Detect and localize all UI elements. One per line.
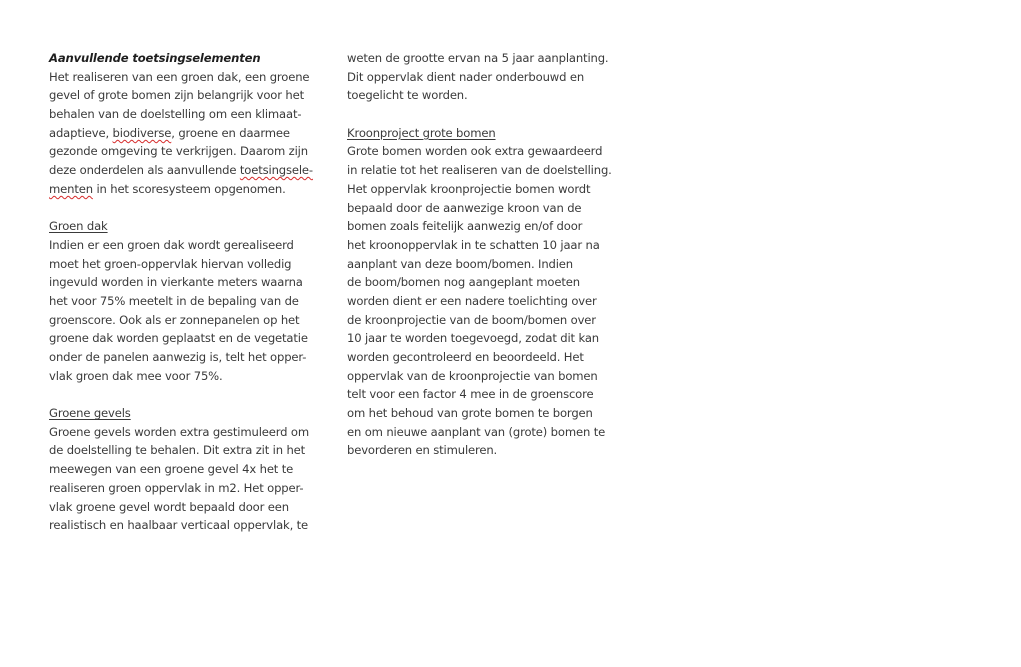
kroonproject-line: bomen zoals feitelijk aanwezig en/of door — [347, 219, 583, 234]
kroonproject-line: Het oppervlak kroonprojectie bomen wordt — [347, 181, 591, 196]
spellcheck-word[interactable]: menten — [49, 181, 93, 196]
kroonproject-line: het kroonoppervlak in te schatten 10 jaar na — [347, 237, 600, 252]
kroonproject-line: aanplant van deze boom/bomen. Indien — [347, 256, 573, 271]
spellcheck-word[interactable]: toetsingsele- — [239, 163, 313, 178]
groen-dak-line: groene dak worden geplaatst en de vegetatie — [49, 331, 308, 346]
heading-line — [49, 217, 334, 236]
continuation-line: weten de grootte ervan na 5 jaar aanplanting. — [347, 51, 609, 65]
groene-gevels-line: realiseren groen oppervlak in m2. Het opper- — [49, 480, 304, 495]
paragraph-gap — [49, 385, 334, 404]
groene-gevels-heading: Groene gevels — [49, 406, 131, 421]
groen-dak-heading: Groen dak — [49, 219, 108, 234]
kroonproject-line: bevorderen en stimuleren. — [347, 443, 498, 458]
kroonproject-line: worden dient er een nadere toelichting over — [347, 293, 597, 308]
text-run: adaptieve, — [49, 125, 113, 140]
continuation-line: toegelicht te worden. — [347, 88, 468, 103]
groen-dak-line: groenscore. Ook als er zonnepanelen op het — [49, 312, 300, 327]
kroonproject-line: bepaald door de aanwezige kroon van de — [347, 200, 582, 215]
groene-gevels-line: realistisch en haalbaar verticaal oppervlak, te — [49, 518, 309, 533]
kroonproject-line: Grote bomen worden ook extra gewaardeerd — [347, 144, 603, 159]
section-title: Aanvullende toetsingselementen — [49, 51, 261, 65]
kroonproject-line: 10 jaar te worden toegevoegd, zodat dit kan — [347, 331, 599, 346]
kroonproject-line: worden gecontroleerd en beoordeeld. Het — [347, 350, 584, 364]
groene-gevels-line: de doelstelling te behalen. Dit extra zit in het — [49, 443, 306, 458]
paragraph-gap — [49, 199, 334, 218]
groen-dak-line: onder de panelen aanwezig is, telt het opper- — [49, 350, 307, 364]
text-run: , groene en daarmee — [171, 125, 290, 140]
kroonproject-line: in relatie tot het realiseren van de doelstelling. — [347, 163, 612, 178]
kroonproject-line: de boom/bomen nog aangeplant moeten — [347, 275, 580, 290]
kroonproject-line: de kroonprojectie van de boom/bomen over — [347, 312, 596, 327]
kroonproject-line: telt voor een factor 4 mee in de groenscore — [347, 387, 594, 402]
groen-dak-line: moet het groen-oppervlak hiervan volledig — [49, 256, 292, 271]
groene-gevels-line: Groene gevels worden extra gestimuleerd om — [49, 424, 309, 439]
right-column — [347, 49, 637, 460]
left-column — [49, 49, 334, 535]
heading-line — [49, 404, 334, 423]
intro-line: Het realiseren van een groen dak, een groene — [49, 69, 310, 84]
intro-line: behalen van de doelstelling om een klimaat- — [49, 107, 302, 122]
intro-line — [49, 124, 334, 143]
spellcheck-word[interactable]: biodiverse — [112, 125, 172, 140]
kroonproject-line: en om nieuwe aanplant van (grote) bomen te — [347, 424, 606, 439]
paragraph-gap — [347, 105, 637, 124]
groene-gevels-line: meewegen van een groene gevel 4x het te — [49, 462, 294, 477]
groen-dak-line: vlak groen dak mee voor 75%. — [49, 368, 223, 383]
kroonproject-heading: Kroonproject grote bomen — [347, 125, 496, 140]
kroonproject-line: oppervlak van de kroonprojectie van bomen — [347, 368, 598, 383]
intro-line — [49, 161, 334, 180]
intro-line: gevel of grote bomen zijn belangrijk voor het — [49, 88, 304, 103]
text-run: in het scoresysteem opgenomen. — [92, 181, 286, 196]
kroonproject-line: om het behoud van grote bomen te borgen — [347, 406, 593, 421]
heading-line — [347, 124, 637, 143]
intro-line: gezonde omgeving te verkrijgen. Daarom zijn — [49, 144, 308, 159]
intro-line — [49, 180, 334, 199]
groen-dak-line: het voor 75% meetelt in de bepaling van de — [49, 293, 299, 308]
text-run: deze onderdelen als aanvullende — [49, 163, 240, 178]
groen-dak-line: Indien er een groen dak wordt gerealiseerd — [49, 237, 294, 252]
continuation-line: Dit oppervlak dient nader onderbouwd en — [347, 69, 585, 84]
groen-dak-line: ingevuld worden in vierkante meters waarna — [49, 275, 303, 290]
groene-gevels-line: vlak groene gevel wordt bepaald door een — [49, 499, 289, 514]
